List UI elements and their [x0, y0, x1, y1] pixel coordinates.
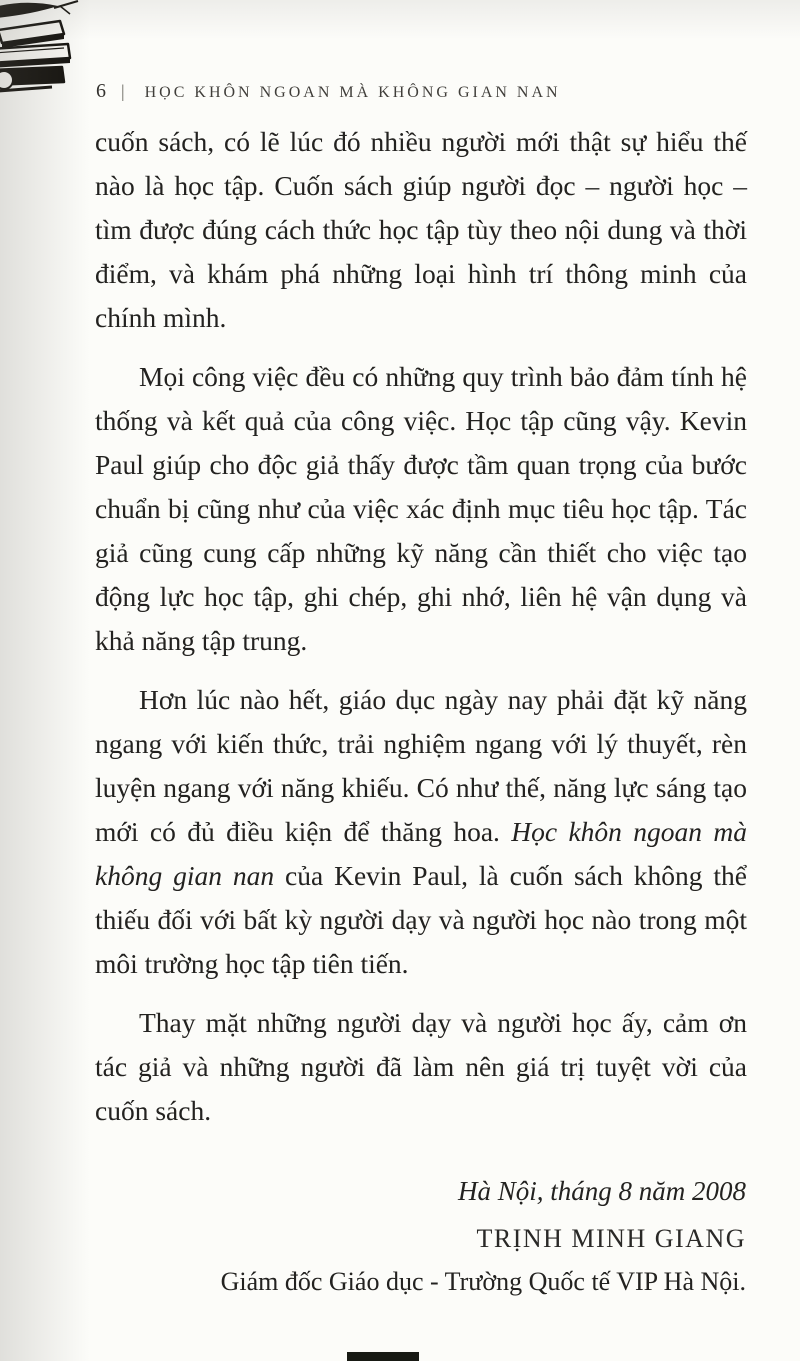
signature-date: Hà Nội, tháng 8 năm 2008 — [457, 1176, 746, 1206]
scan-shadow-top — [0, 0, 800, 40]
paragraph-text: của Kevin Paul, là cuốn sách không thể thiếu đối với bất kỳ người dạy và người học nào trong một môi trường học tập tiên tiến. — [95, 860, 747, 979]
signature-title: Giám đốc Giáo dục - Trường Quốc tế VIP Hà Nội. — [220, 1267, 746, 1296]
scan-shadow-left — [0, 0, 90, 1361]
signature-name: TRỊNH MINH GIANG — [476, 1224, 746, 1253]
running-header — [96, 80, 744, 103]
signature-block — [95, 1176, 746, 1297]
header-separator: | — [121, 81, 128, 101]
scan-artifact — [347, 1352, 419, 1361]
paragraph-text: Thay mặt những người dạy và người học ấy, cảm ơn tác giả và những người đã làm nên giá trị tuyệt vời của cuốn sách. — [95, 1007, 747, 1126]
paragraph — [95, 355, 747, 663]
paragraph — [95, 120, 747, 340]
paragraph — [95, 1001, 747, 1133]
page-number: 6 — [96, 80, 106, 102]
books-illustration — [0, 0, 120, 100]
running-title: HỌC KHÔN NGOAN MÀ KHÔNG GIAN NAN — [144, 84, 561, 101]
page-body — [95, 120, 747, 1148]
paragraph-text: Mọi công việc đều có những quy trình bảo đảm tính hệ thống và kết quả của công việc. Học tập cũng vậy. Kevin Paul giúp cho độc giả thấy được tầm quan trọng của bước chuẩn bị cũng như của việc xác định mục tiêu học tập. Tác giả cũng cung cấp những kỹ năng cần thiết cho việc tạo động lực học tập, ghi chép, ghi nhớ, liên hệ vận dụng và khả năng tập trung. — [95, 361, 747, 656]
book-title-italic: Học khôn ngoan mà không gian nan — [95, 816, 747, 891]
paragraph-text: Hơn lúc nào hết, giáo dục ngày nay phải đặt kỹ năng ngang với kiến thức, trải nghiệm ngang với lý thuyết, rèn luyện ngang với năng khiếu. Có như thế, năng lực sáng tạo mới có đủ điều kiện để thăng hoa. — [95, 684, 747, 847]
paragraph-text: cuốn sách, có lẽ lúc đó nhiều người mới thật sự hiểu thế nào là học tập. Cuốn sách giúp người đọc – người học – tìm được đúng cách thức học tập tùy theo nội dung và thời điểm, và khám phá những loại hình trí thông minh của chính mình. — [95, 126, 747, 333]
paragraph — [95, 678, 747, 986]
